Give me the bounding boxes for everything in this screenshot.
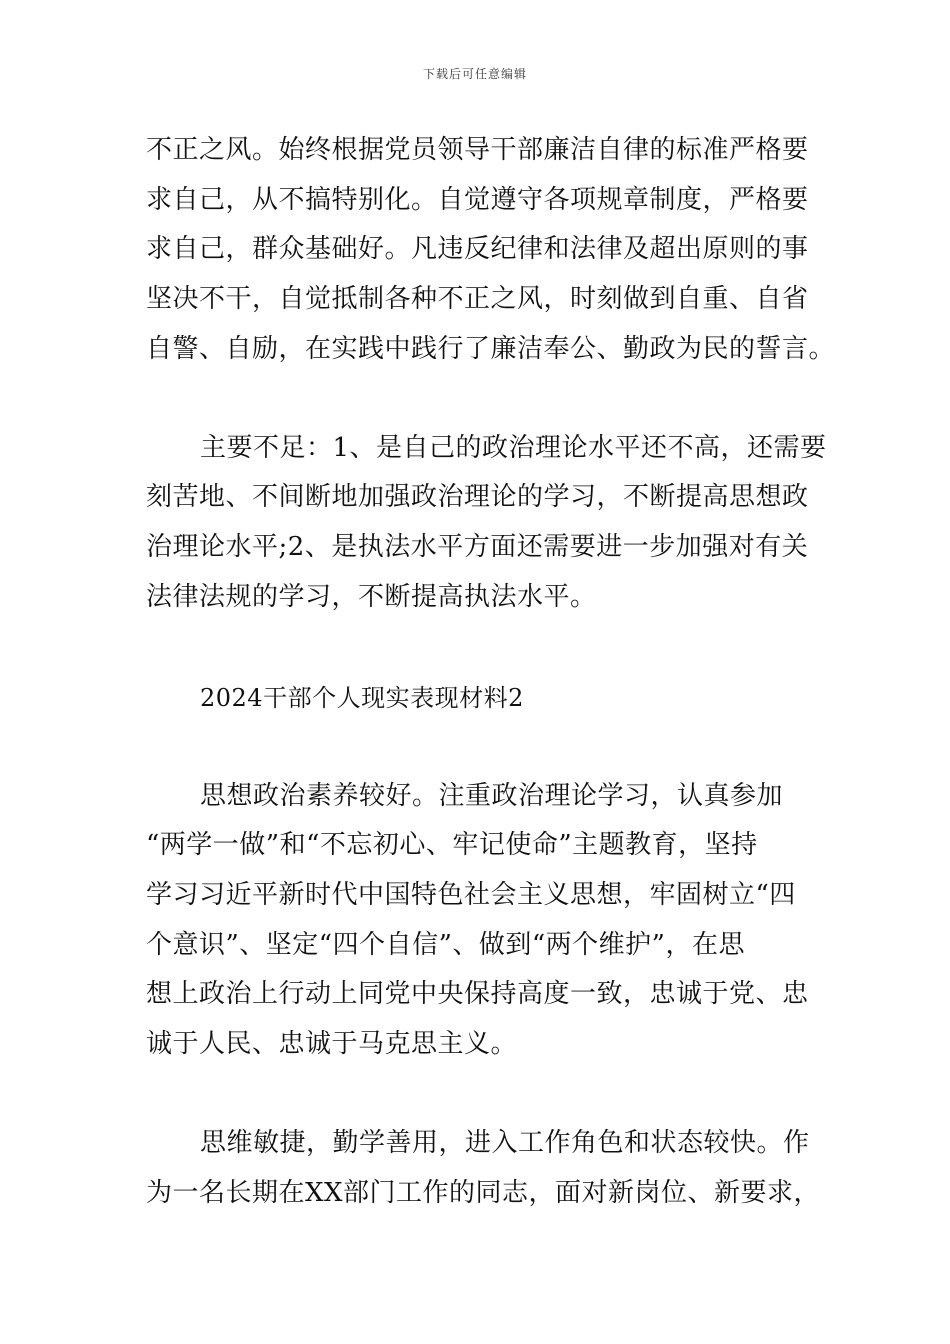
paragraph-3-line-4: 个意识”、坚定“四个自信”、做到“两个维护”，在思 (146, 930, 745, 960)
header-note: 下载后可任意编辑 (422, 67, 527, 81)
paragraph-2-line-4: 法律法规的学习，不断提高执法水平。 (146, 582, 597, 612)
paragraph-4-line-2: 为一名长期在XX部门工作的同志，面对新岗位、新要求， (146, 1178, 821, 1208)
paragraph-3-line-1: 思想政治素养较好。注重政治理论学习，认真参加 (200, 781, 784, 811)
paragraph-1-line-3: 求自己，群众基础好。凡违反纪律和法律及超出原则的事 (146, 234, 809, 264)
paragraph-3-line-6: 诚于人民、忠诚于马克思主义。 (146, 1029, 518, 1059)
paragraph-1-line-5: 自警、自励，在实践中践行了廉洁奉公、勤政为民的誓言。 (146, 334, 836, 364)
paragraph-3-line-5: 想上政治上行动上同党中央保持高度一致，忠诚于党、忠 (146, 979, 809, 1009)
paragraph-2-line-3: 治理论水平;2、是执法水平方面还需要进一步加强对有关 (146, 532, 809, 562)
paragraph-1-line-1: 不正之风。始终根据党员领导干部廉洁自律的标准严格要 (146, 135, 809, 165)
paragraph-1-line-4: 坚决不干，自觉抵制各种不正之风，时刻做到自重、自省 (146, 284, 809, 314)
section-heading: 2024干部个人现实表现材料2 (200, 684, 524, 712)
paragraph-1-line-2: 求自己，从不搞特别化。自觉遵守各项规章制度，严格要 (146, 185, 809, 215)
paragraph-4-line-1: 思维敏捷，勤学善用，进入工作角色和状态较快。作 (200, 1128, 810, 1158)
paragraph-3-line-2: “两学一做”和“不忘初心、牢记使命”主题教育，坚持 (146, 830, 758, 860)
paragraph-2-line-2: 刻苦地、不间断地加强政治理论的学习，不断提高思想政 (146, 482, 809, 512)
paragraph-2-line-1: 主要不足：1、是自己的政治理论水平还不高，还需要 (200, 433, 827, 463)
paragraph-3-line-3: 学习习近平新时代中国特色社会主义思想，牢固树立“四 (146, 880, 796, 910)
